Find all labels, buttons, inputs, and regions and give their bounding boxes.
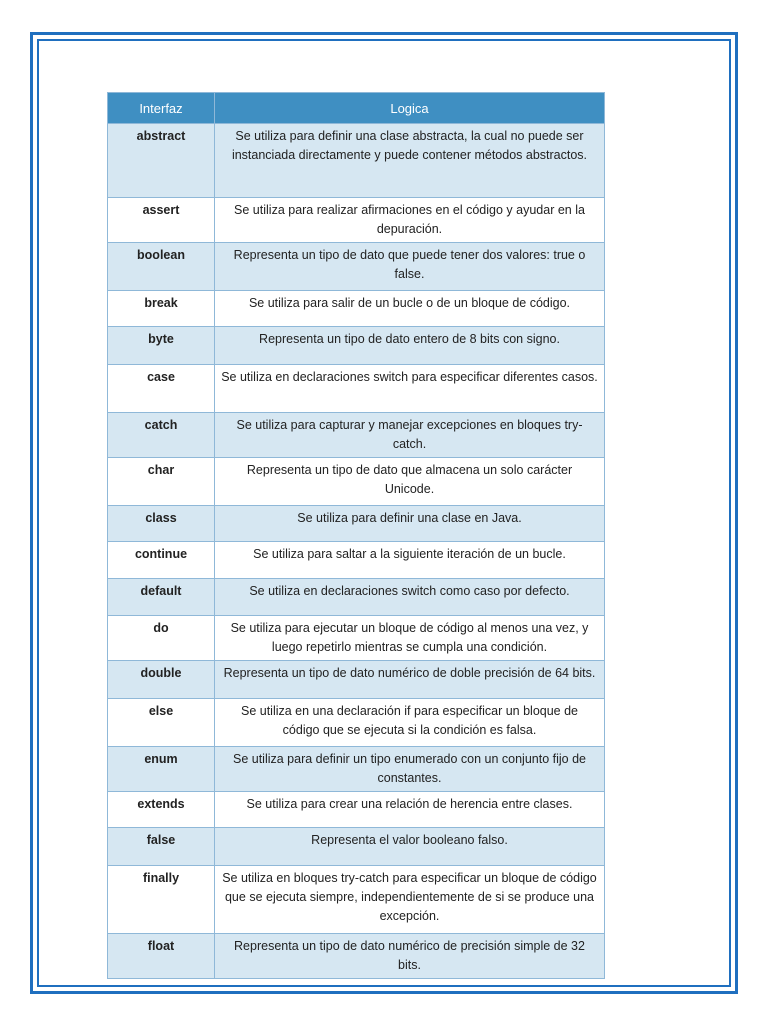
keyword-cell: double <box>108 661 215 699</box>
keyword-cell: case <box>108 365 215 413</box>
description-cell: Se utiliza para saltar a la siguiente iteración de un bucle. <box>215 542 605 579</box>
keyword-cell: boolean <box>108 243 215 291</box>
keyword-cell: false <box>108 828 215 866</box>
header-interfaz: Interfaz <box>108 93 215 124</box>
table-row <box>108 542 605 579</box>
description-cell: Se utiliza para definir una clase en Java. <box>215 506 605 542</box>
table-row <box>108 198 605 243</box>
table-header-row <box>108 93 605 124</box>
keyword-cell: enum <box>108 747 215 792</box>
description-cell: Representa un tipo de dato que almacena un solo carácter Unicode. <box>215 458 605 506</box>
table-row <box>108 291 605 327</box>
table-row <box>108 699 605 747</box>
description-cell: Representa el valor booleano falso. <box>215 828 605 866</box>
description-cell: Representa un tipo de dato que puede tener dos valores: true o false. <box>215 243 605 291</box>
keyword-cell: continue <box>108 542 215 579</box>
table-row <box>108 661 605 699</box>
description-cell: Se utiliza para definir un tipo enumerado con un conjunto fijo de constantes. <box>215 747 605 792</box>
description-cell: Se utiliza para realizar afirmaciones en el código y ayudar en la depuración. <box>215 198 605 243</box>
keyword-cell: float <box>108 934 215 979</box>
table-row <box>108 506 605 542</box>
header-logica: Logica <box>215 93 605 124</box>
keyword-cell: assert <box>108 198 215 243</box>
table-row <box>108 866 605 934</box>
description-cell: Representa un tipo de dato entero de 8 bits con signo. <box>215 327 605 365</box>
table-row <box>108 616 605 661</box>
description-cell: Se utiliza en bloques try-catch para especificar un bloque de código que se ejecuta siempre, independientemente de si se produce una excepción. <box>215 866 605 934</box>
table-row <box>108 365 605 413</box>
keyword-cell: default <box>108 579 215 616</box>
table-row <box>108 243 605 291</box>
table-row <box>108 792 605 828</box>
keyword-cell: abstract <box>108 124 215 198</box>
table-row <box>108 934 605 979</box>
table-row <box>108 124 605 198</box>
keyword-cell: extends <box>108 792 215 828</box>
table-row <box>108 579 605 616</box>
keyword-cell: finally <box>108 866 215 934</box>
table-body <box>108 124 605 979</box>
description-cell: Se utiliza para ejecutar un bloque de código al menos una vez, y luego repetirlo mientras se cumpla una condición. <box>215 616 605 661</box>
keyword-cell: do <box>108 616 215 661</box>
description-cell: Representa un tipo de dato numérico de doble precisión de 64 bits. <box>215 661 605 699</box>
description-cell: Se utiliza en declaraciones switch como caso por defecto. <box>215 579 605 616</box>
keyword-cell: char <box>108 458 215 506</box>
keyword-cell: catch <box>108 413 215 458</box>
table-row <box>108 458 605 506</box>
table-row <box>108 413 605 458</box>
table-row <box>108 747 605 792</box>
keyword-cell: break <box>108 291 215 327</box>
description-cell: Se utiliza para definir una clase abstracta, la cual no puede ser instanciada directamente y puede contener métodos abstractos. <box>215 124 605 198</box>
description-cell: Se utiliza en declaraciones switch para especificar diferentes casos. <box>215 365 605 413</box>
table-row <box>108 828 605 866</box>
description-cell: Se utiliza para crear una relación de herencia entre clases. <box>215 792 605 828</box>
keyword-cell: else <box>108 699 215 747</box>
keywords-table <box>107 92 605 979</box>
description-cell: Se utiliza en una declaración if para especificar un bloque de código que se ejecuta si la condición es falsa. <box>215 699 605 747</box>
description-cell: Representa un tipo de dato numérico de precisión simple de 32 bits. <box>215 934 605 979</box>
keyword-cell: byte <box>108 327 215 365</box>
description-cell: Se utiliza para capturar y manejar excepciones en bloques try-catch. <box>215 413 605 458</box>
description-cell: Se utiliza para salir de un bucle o de un bloque de código. <box>215 291 605 327</box>
table-row <box>108 327 605 365</box>
keyword-cell: class <box>108 506 215 542</box>
